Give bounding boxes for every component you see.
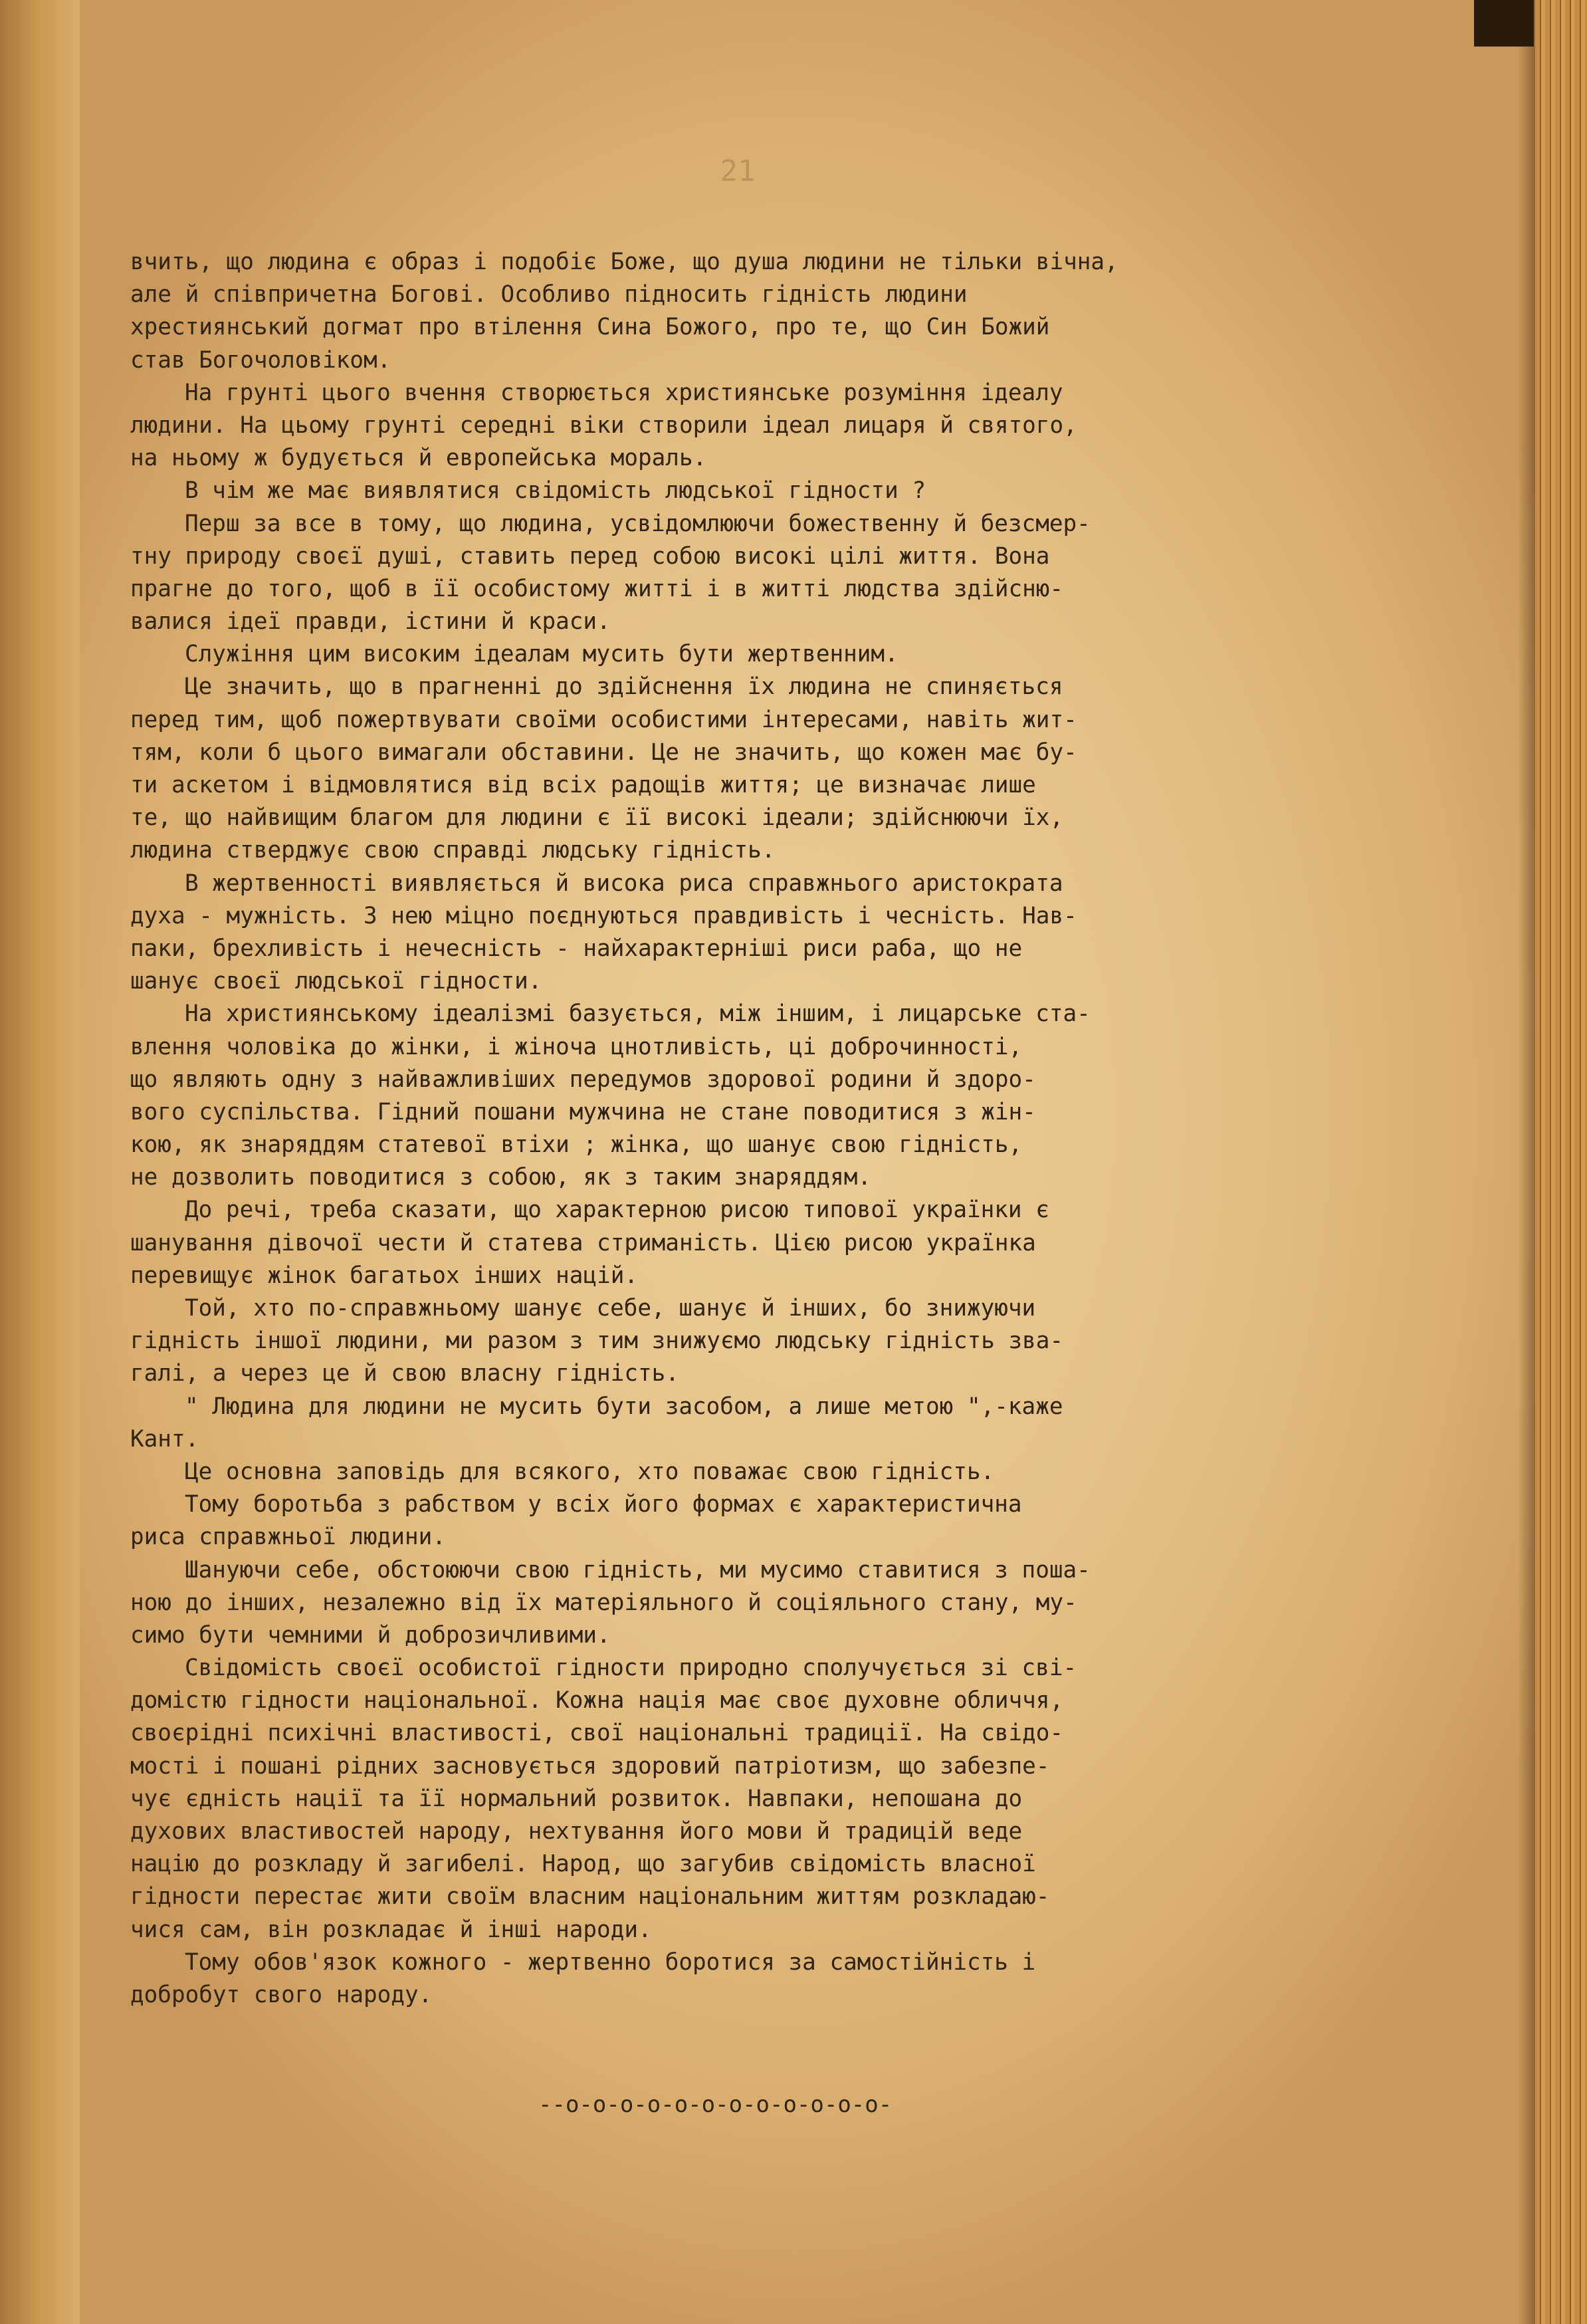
text-line: шанування дівочої чести й статева стриманість. Цією рисою українка [130,1229,1036,1256]
text-line: Тому боротьба з рабством у всіх його формах є характеристична [185,1491,1022,1518]
text-line: На християнському ідеалізмі базується, між іншим, і лицарське ста- [185,1000,1091,1028]
text-line: людина стверджує свою справді людську гідність. [130,837,776,864]
text-line: духа - мужність. З нею міцно поєднуються правдивість і чесність. Нав- [130,902,1077,929]
text-line: те, що найвищим благом для людини є її високі ідеали; здійснюючи їх, [130,804,1064,832]
text-line: гідности перестає жити своїм власним національним життям розкладаю- [130,1883,1050,1911]
background-corner [1474,0,1534,47]
text-line: на ньому ж будується й европейська мораль. [130,445,707,472]
text-line: валися ідеї правди, істини й краси. [130,608,611,636]
text-line: гідність іншої людини, ми разом з тим знижуємо людську гідність зва- [130,1328,1064,1355]
text-line: хрестиянський догмат про втілення Сина Божого, про те, що Син Божий [130,314,1050,341]
end-separator: --о-о-о-о-о-о-о-о-о-о-о-о- [538,2091,893,2118]
text-line: мості і пошані рідних засновується здоровий патріотизм, що забезпе- [130,1752,1050,1780]
text-line: паки, брехливість і нечесність - найхарактерніші риси раба, що не [130,935,1023,962]
text-line: але й співпричетна Богові. Особливо підносить гідність людини [130,281,968,308]
text-line: Це основна заповідь для всякого, хто поважає свою гідність. [185,1458,995,1485]
text-line: Шануючи себе, обстоюючи свою гідність, ми мусимо ставитися з поша- [185,1556,1091,1583]
text-line: тям, коли б цього вимагали обставини. Це не значить, що кожен має бу- [130,739,1077,766]
text-line: вчить, що людина є образ і подобіє Боже, що душа людини не тільки вічна, [130,249,1118,275]
text-line: влення чоловіка до жінки, і жіноча цнотливість, ці доброчинності, [130,1033,1023,1060]
text-line: людини. На цьому грунті середні віки створили ідеал лицаря й святого, [130,411,1077,439]
text-line: Служіння цим високим ідеалам мусить бути жертвенним. [185,641,899,668]
text-line: кою, як знаряддям статевої втіхи ; жінка, що шанує свою гідність, [130,1131,1023,1159]
text-line: Свідомість своєї особистої гідности природно сполучується зі сві- [185,1655,1077,1682]
text-line: тну природу своєї душі, ставить перед собою високі цілі життя. Вона [130,542,1050,570]
text-line: чує єдність нації та її нормальний розвиток. Навпаки, непошана до [130,1785,1023,1812]
text-line: вого суспільства. Гідний пошани мужчина не стане поводитися з жін- [130,1098,1036,1125]
text-line: перевищує жінок багатьох інших націй. [130,1262,638,1289]
book-binding [0,0,80,2324]
text-line: До речі, треба сказати, що характерною рисою типової українки є [185,1197,1049,1224]
text-line: риса справжньої людини. [130,1524,446,1551]
text-line: став Богочоловіком. [130,346,391,374]
text-line: Це значить, що в прагненні до здійснення їх людина не спиняється [185,673,1063,701]
text-line: ною до інших, незалежно від їх матеріяльного й соціяльного стану, му- [130,1589,1077,1616]
text-line: Перш за все в тому, що людина, усвідомлюючи божественну й безсмер- [185,510,1091,537]
text-line: перед тим, щоб пожертвувати своїми особистими інтересами, навіть жит- [130,706,1077,733]
text-line: що являють одну з найважливіших передумов здорової родини й здоро- [130,1066,1036,1093]
text-line: На грунті цього вчення створюється християнське розуміння ідеалу [185,379,1063,406]
text-line: " Людина для людини не мусить бути засобом, а лише метою ",-каже [185,1393,1063,1420]
text-line: прагне до того, щоб в її особистому житті і в житті людства здійсню- [130,575,1064,602]
text-line: добробут свого народу. [130,1981,433,2008]
text-line: В жертвенності виявляється й висока риса справжнього аристократа [185,870,1063,897]
text-line: духових властивостей народу, нехтування його мови й традицій веде [130,1818,1023,1845]
text-line: симо бути чемними й доброзичливими. [130,1621,611,1649]
text-line: Кант. [130,1425,199,1452]
text-line: Той, хто по-справжньому шанує себе, шанує й інших, бо знижуючи [185,1295,1036,1322]
text-line: домістю гідности національної. Кожна нація має своє духовне обличчя, [130,1687,1064,1714]
text-line: шанує своєї людської гідности. [130,968,542,995]
stacked-page-edges [1535,0,1587,2324]
text-line: націю до розкладу й загибелі. Народ, що загубив свідомість власної [130,1851,1036,1878]
text-line: чися сам, він розкладає й інші народи. [130,1916,652,1943]
text-line: Тому обов'язок кожного - жертвенно боротися за самостійність і [185,1948,1036,1976]
body-text [130,246,1526,2012]
text-line: ти аскетом і відмовлятися від всіх радощів життя; це визначає лише [130,772,1036,798]
text-line: В чім же має виявлятися свідомість людської гідности ? [185,477,926,505]
text-line: галі, а через це й свою власну гідність. [130,1360,679,1387]
text-line: не дозволить поводитися з собою, як з таким знаряддям. [130,1164,872,1191]
page-number: 21 [720,154,756,188]
text-line: своєрідні психічні властивості, свої національні традиції. На свідо- [130,1720,1064,1747]
